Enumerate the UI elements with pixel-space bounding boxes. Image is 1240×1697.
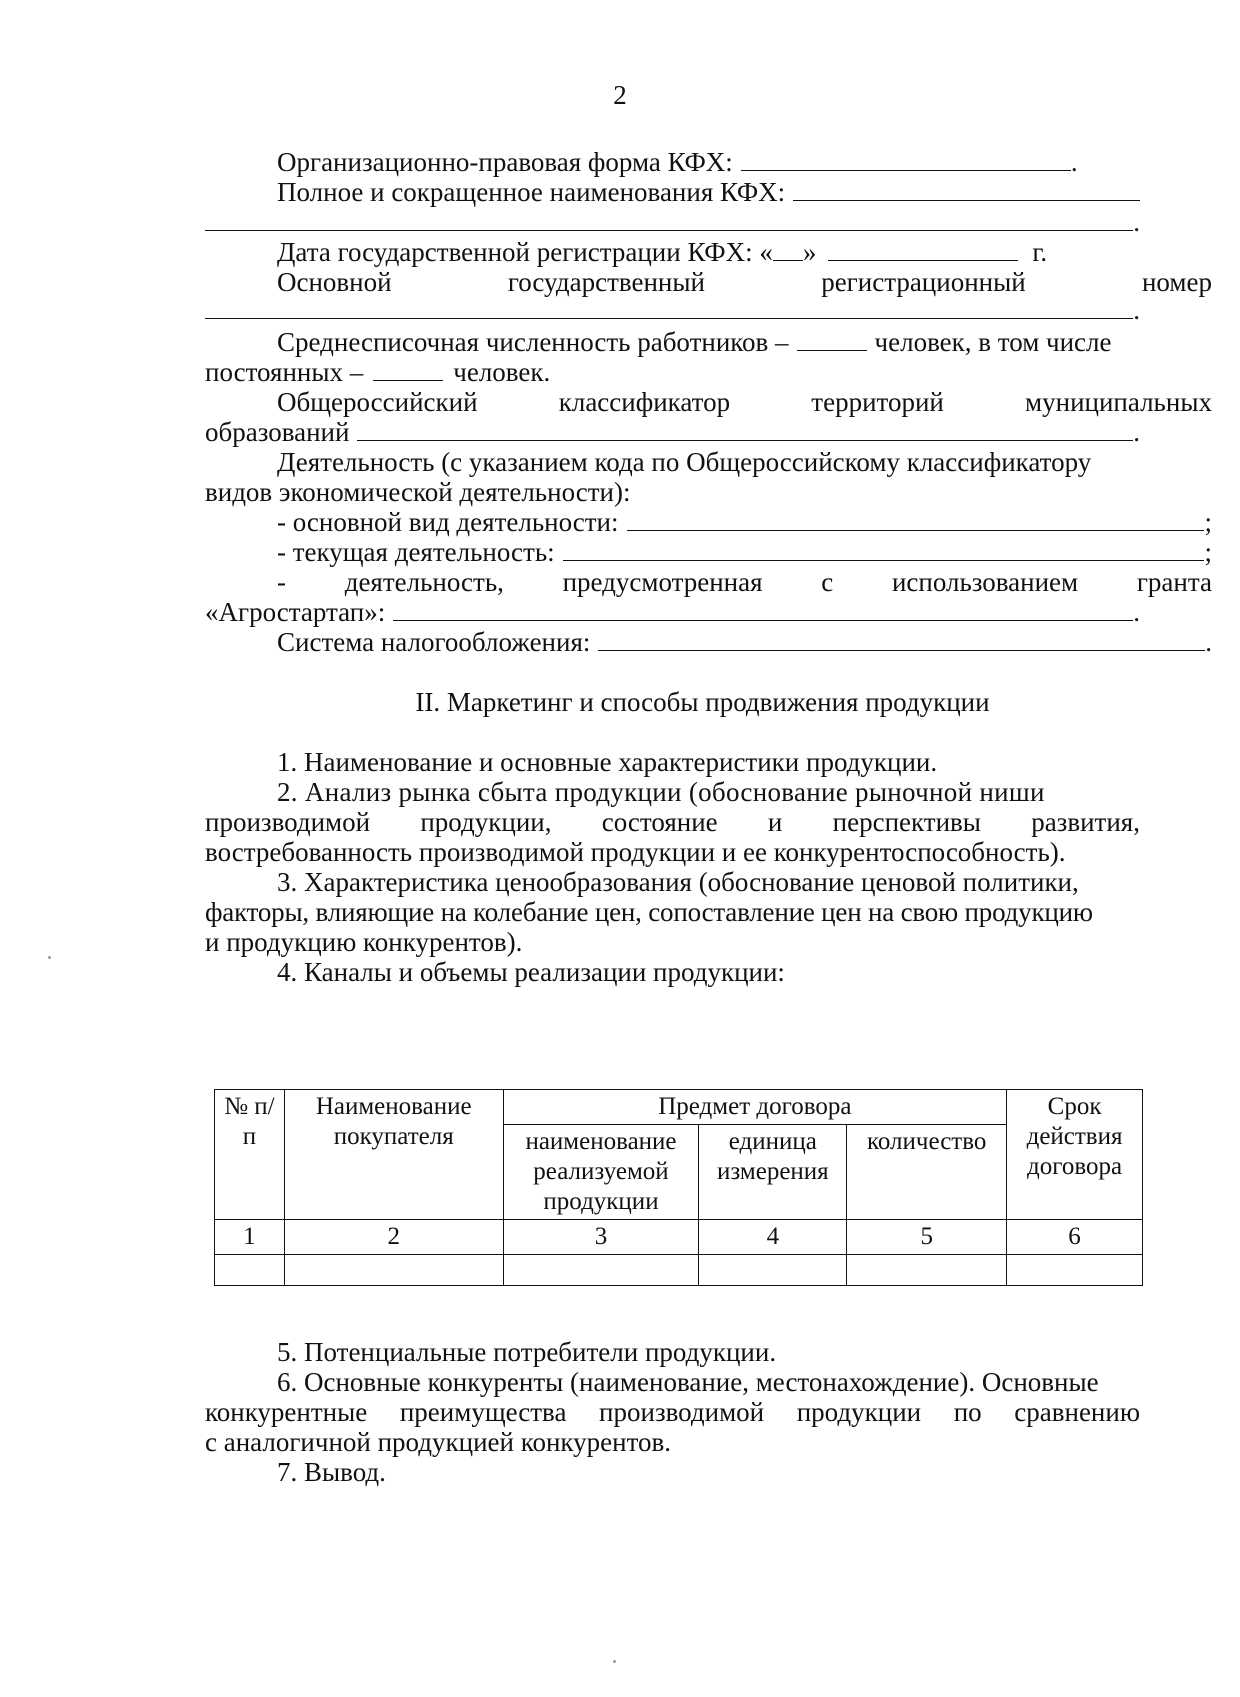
grant-word-4: с [821, 567, 834, 597]
permanent-line [205, 356, 1140, 388]
full-name-label: Полное и сокращенное наименования КФХ: [277, 177, 786, 207]
item-2-line-1: 2. Анализ рынка сбыта продукции (обоснование рыночной ниши [277, 777, 1045, 807]
section-title: II. Маркетинг и способы продвижения продукции [415, 687, 990, 717]
item-3-line-1: 3. Характеристика ценообразования (обоснование ценовой политики, [277, 867, 1079, 897]
current-activity-blank[interactable] [563, 536, 1205, 561]
ogrn-word-3: регистрационный [821, 267, 1026, 297]
empty-cell[interactable] [215, 1255, 285, 1286]
oktmo-line [205, 386, 1212, 418]
item-6-word-3: производимой [599, 1397, 765, 1427]
tax-system-label: Система налогообложения: [277, 627, 591, 657]
ogrn-continuation [205, 294, 1140, 326]
main-activity-semicolon: ; [1204, 507, 1212, 537]
item-6-line-1: 6. Основные конкуренты (наименование, местонахождение). Основные [277, 1367, 1099, 1397]
item-7: 7. Вывод. [277, 1457, 386, 1487]
full-name-blank[interactable] [793, 176, 1140, 201]
grant-word-2: деятельность, [344, 567, 504, 597]
grant-blank[interactable] [393, 596, 1133, 621]
item-5: 5. Потенциальные потребители продукции. [277, 1337, 777, 1367]
item-6-line-2 [205, 1396, 1140, 1428]
full-name-blank-2[interactable] [205, 206, 1133, 231]
item-6-word-5: по [953, 1397, 982, 1427]
index-cell: 1 [215, 1220, 285, 1255]
page-number: 2 [613, 80, 627, 110]
item-2-word-5: перспективы [832, 807, 981, 837]
empty-cell[interactable] [847, 1255, 1007, 1286]
oktmo-word-2: классификатор [558, 387, 731, 417]
main-activity-line [205, 506, 1212, 538]
item-3-line-2: факторы, влияющие на колебание цен, сопоставление цен на свою продукцию [205, 897, 1093, 927]
org-form-label: Организационно-правовая форма КФХ: [277, 147, 733, 177]
empty-cell[interactable] [1007, 1255, 1143, 1286]
reg-date-year: г. [1032, 237, 1048, 267]
ogrn-blank[interactable] [205, 294, 1133, 319]
index-cell: 2 [284, 1220, 503, 1255]
grant-word-5: использованием [891, 567, 1079, 597]
permanent-suffix: человек. [453, 357, 551, 387]
item-2-word-6: развития, [1031, 807, 1140, 837]
table-header-row-1 [215, 1090, 1143, 1125]
oktmo-continuation [205, 416, 1140, 448]
item-6-line-3: с аналогичной продукцией конкурентов. [205, 1427, 672, 1457]
oktmo-tail: образований [205, 417, 350, 447]
empty-cell[interactable] [699, 1255, 847, 1286]
reg-date-quote: » [802, 237, 817, 267]
activity-line-1: Деятельность (с указанием кода по Общероссийскому классификатору [277, 447, 1092, 477]
full-name-continuation [205, 206, 1140, 238]
permanent-label: постоянных – [205, 357, 364, 387]
index-cell: 4 [699, 1220, 847, 1255]
item-6-word-1: конкурентные [205, 1397, 368, 1427]
oktmo-word-1: Общероссийский [277, 387, 478, 417]
oktmo-blank[interactable] [357, 416, 1133, 441]
header-unit: единица измерения [699, 1125, 847, 1220]
header-product: наименование реализуемой продукции [503, 1125, 699, 1220]
permanent-blank[interactable] [373, 356, 443, 381]
tax-system-blank[interactable] [598, 626, 1205, 651]
item-6-word-4: продукции [796, 1397, 922, 1427]
full-name-period: . [1133, 207, 1140, 237]
table-row [215, 1255, 1143, 1286]
item-2-word-2: продукции, [420, 807, 552, 837]
grant-continuation [205, 596, 1140, 628]
scan-speck [48, 956, 51, 959]
full-name-line [205, 176, 1140, 208]
index-cell: 5 [847, 1220, 1007, 1255]
reg-month-year-blank[interactable] [828, 236, 1018, 261]
item-6-word-6: сравнению [1014, 1397, 1140, 1427]
ogrn-period: . [1133, 295, 1140, 325]
item-3-line-3: и продукцию конкурентов). [205, 927, 523, 957]
item-4: 4. Каналы и объемы реализации продукции: [277, 957, 785, 987]
tax-system-period: . [1205, 627, 1212, 657]
oktmo-word-4: муниципальных [1025, 387, 1212, 417]
org-form-period: . [1070, 147, 1078, 177]
current-activity-label: - текущая деятельность: [277, 537, 555, 567]
table-index-row [215, 1220, 1143, 1255]
item-2-word-3: состояние [601, 807, 718, 837]
oktmo-word-3: территорий [811, 387, 944, 417]
header-term: Срок действия договора [1007, 1090, 1143, 1220]
reg-day-blank[interactable] [773, 236, 803, 261]
reg-date-line [205, 236, 1212, 268]
sales-table [214, 1089, 1143, 1286]
header-subject: Предмет договора [503, 1090, 1007, 1125]
org-form-line [205, 146, 1212, 178]
empty-cell[interactable] [503, 1255, 699, 1286]
headcount-line [205, 326, 1212, 358]
headcount-blank[interactable] [797, 326, 867, 351]
current-activity-semicolon: ; [1204, 537, 1212, 567]
activity-line-2: видов экономической деятельности): [205, 477, 631, 507]
headcount-label: Среднесписочная численность работников – [277, 327, 789, 357]
grant-activity-line [205, 566, 1212, 598]
org-form-blank[interactable] [741, 146, 1071, 171]
item-6-word-2: преимущества [399, 1397, 567, 1427]
index-cell: 6 [1007, 1220, 1143, 1255]
header-num: № п/п [215, 1090, 285, 1220]
ogrn-word-2: государственный [507, 267, 705, 297]
header-buyer: Наименование покупателя [284, 1090, 503, 1220]
item-2-word-1: производимой [205, 807, 371, 837]
item-2-word-4: и [767, 807, 783, 837]
ogrn-word-4: номер [1141, 267, 1212, 297]
oktmo-period: . [1133, 417, 1140, 447]
grant-tail: «Агростартап»: [205, 597, 386, 627]
headcount-suffix: человек, в том числе [874, 327, 1112, 357]
grant-word-1: - [277, 567, 286, 597]
main-activity-label: - основной вид деятельности: [277, 507, 619, 537]
item-2-line-2 [205, 806, 1140, 838]
item-1: 1. Наименование и основные характеристики продукции. [277, 747, 938, 777]
current-activity-line [205, 536, 1212, 568]
grant-period: . [1133, 597, 1140, 627]
empty-cell[interactable] [284, 1255, 503, 1286]
grant-word-3: предусмотренная [562, 567, 763, 597]
index-cell: 3 [503, 1220, 699, 1255]
item-2-line-3: востребованность производимой продукции и ее конкурентоспособность). [205, 837, 1066, 867]
scan-speck [613, 1660, 616, 1663]
reg-date-label: Дата государственной регистрации КФХ: « [277, 237, 773, 267]
header-qty: количество [847, 1125, 1007, 1220]
grant-word-6: гранта [1136, 567, 1212, 597]
ogrn-word-1: Основной [277, 267, 392, 297]
tax-system-line [205, 626, 1212, 658]
main-activity-blank[interactable] [627, 506, 1205, 531]
